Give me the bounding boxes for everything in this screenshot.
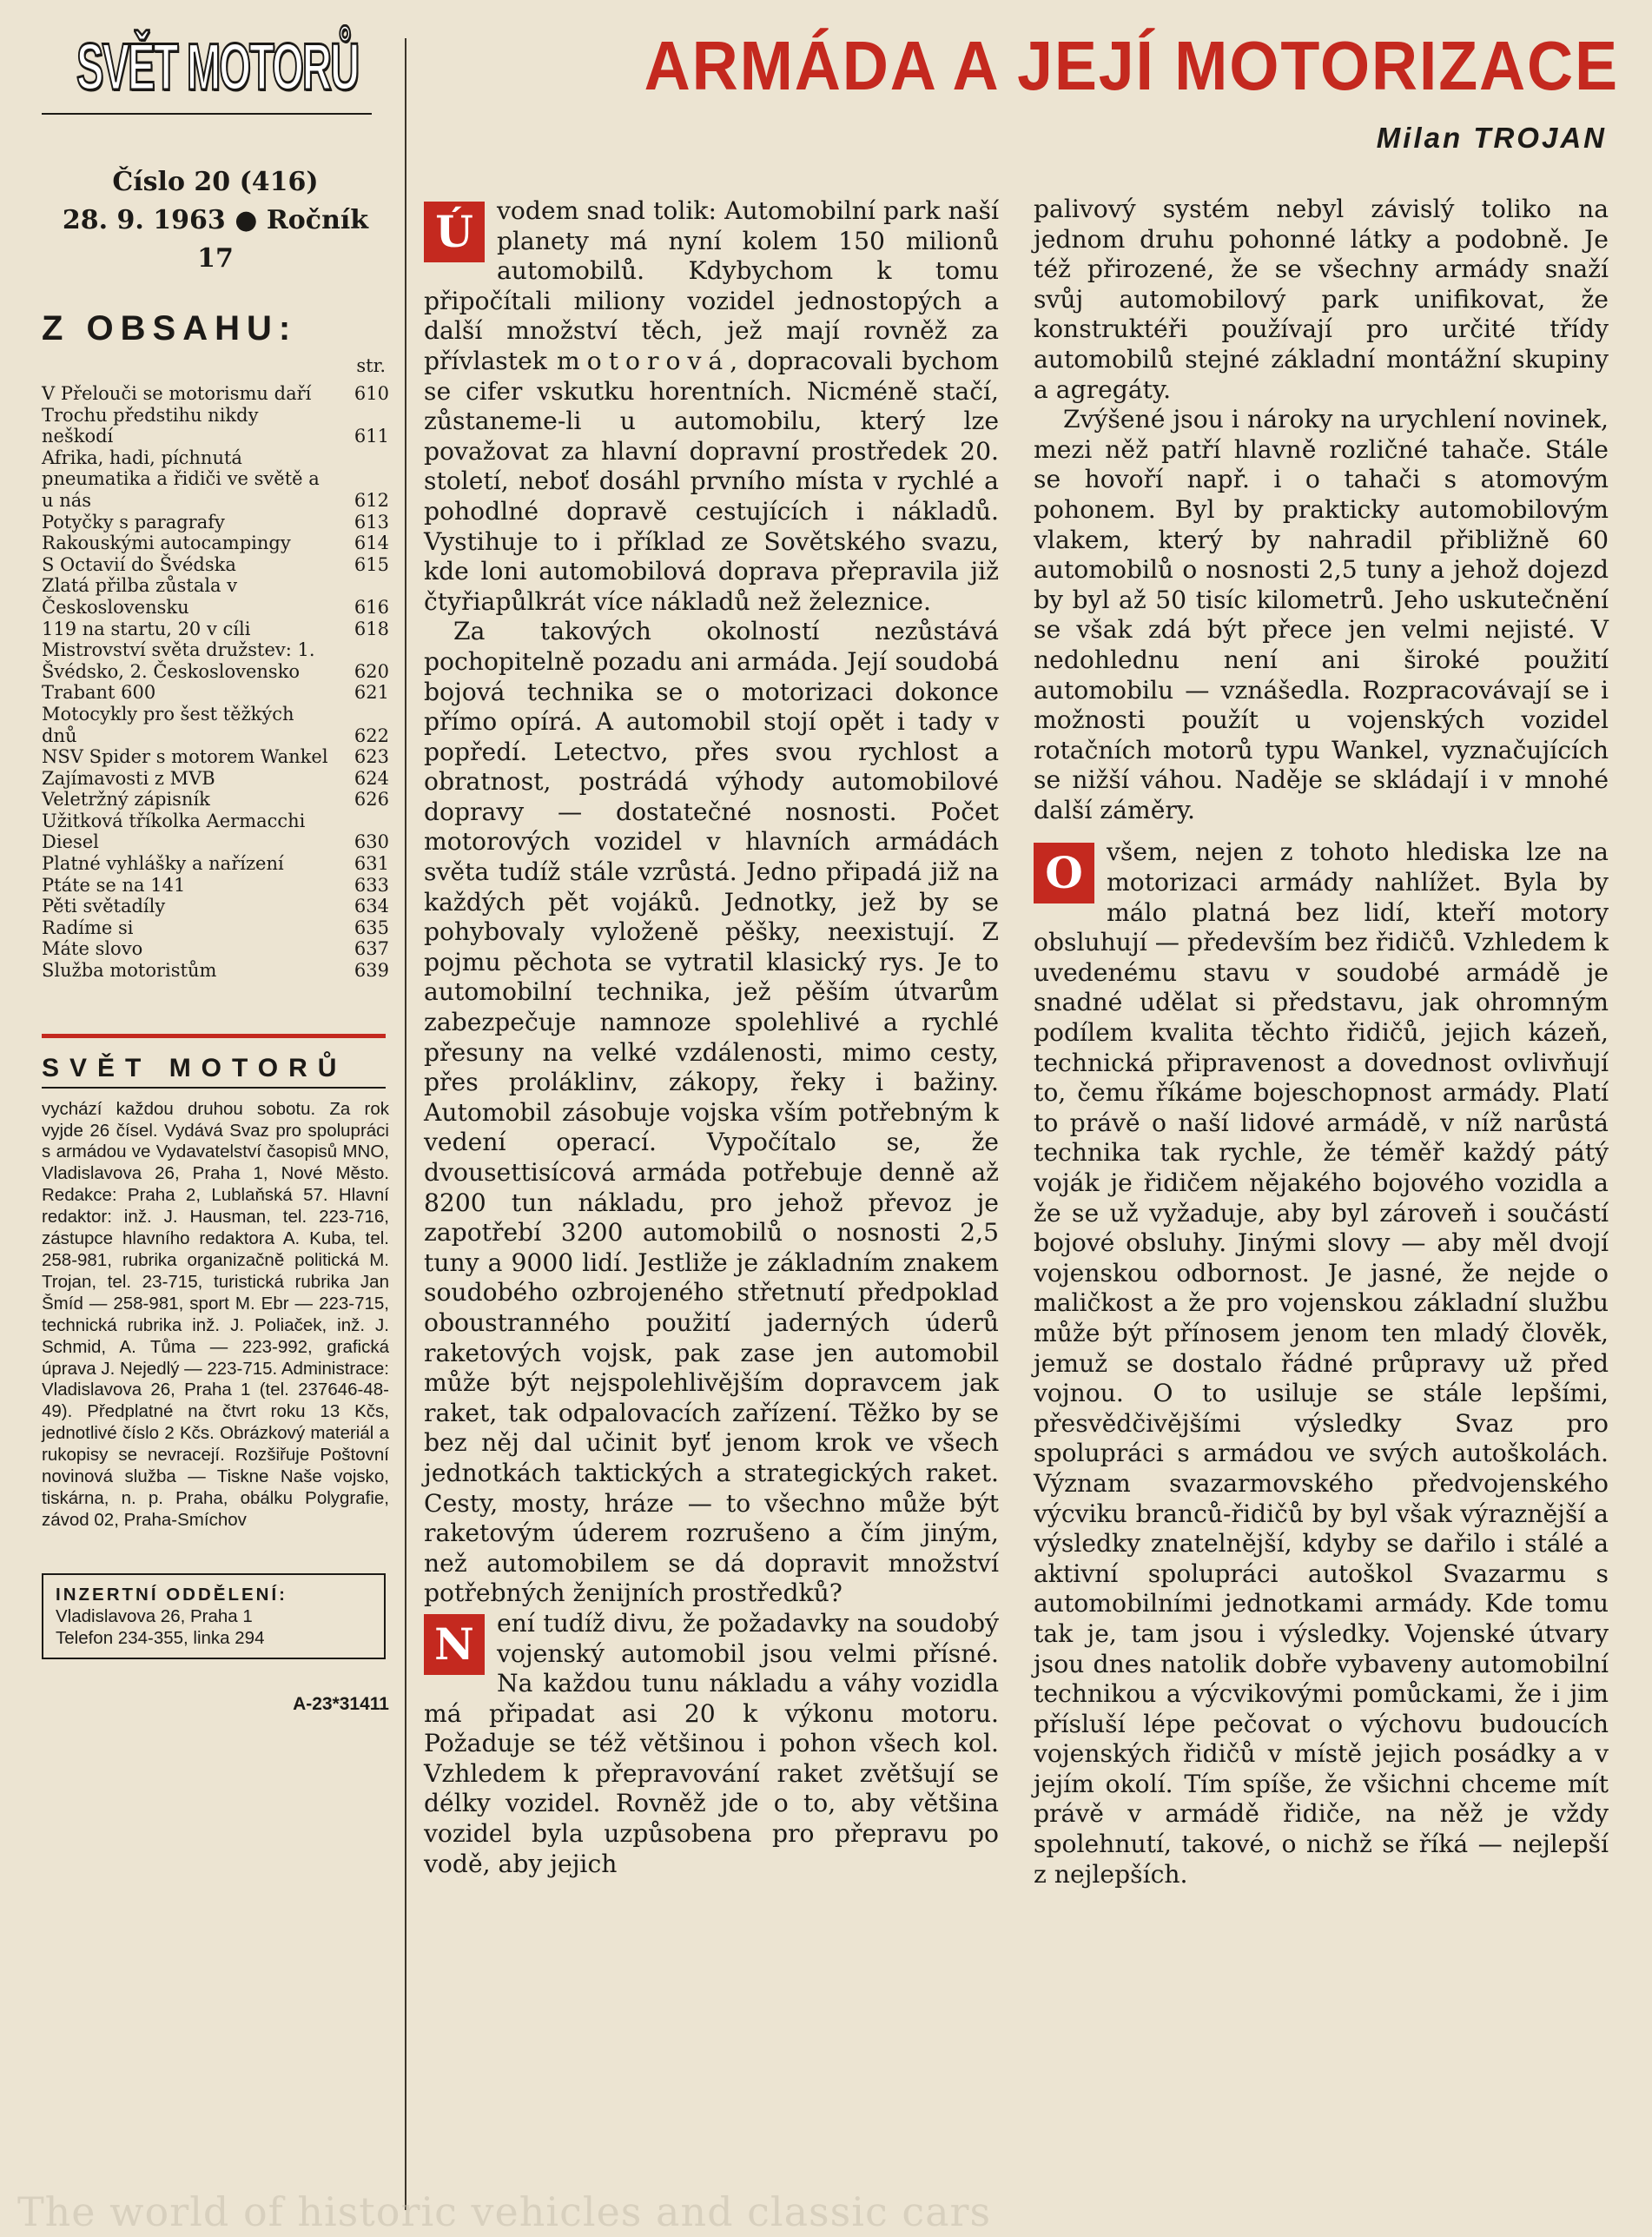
print-code: A-23*31411 — [293, 1693, 389, 1714]
toc-entry-title: Trochu předstihu nikdy neškodí — [42, 404, 259, 447]
toc-entry-page: 613 — [354, 511, 389, 533]
spaced-word: motorová — [557, 346, 730, 375]
drop-cap: N — [424, 1614, 485, 1675]
toc-entry — [42, 554, 389, 576]
watermark: The world of historic vehicles and classic cars — [17, 2188, 992, 2235]
advertising-phone: Telefon 234-355, linka 294 — [56, 1627, 265, 1648]
article-paragraph: Zvýšené jsou i nároky na urychlení novinek, mezi něž patří hlavně rozličné tahače. Stále se hovoří např. i o tahači s atomovým pohonem. Byl by prakticky automobilovým vlakem, který by nahradil přibližně 60 automobilů o nosnosti 2,5 tuny a jehož dojezd by byl až 50 tisíc kilometrů. Jeho uskutečnění se však zdá být přece jen velmi nejisté. V nedohlednu není ani široké použití automobilu — vznášedla. Rozpracovávají se i možnosti použít u vojenských vozidel rotačních motorů typu Wankel, vyznačujících se nižší váhou. Naděje se skládají i v mnohé další záměry. — [1034, 405, 1609, 824]
issue-date: 28. 9. 1963 ● Ročník 17 — [62, 205, 369, 274]
toc-entry — [42, 575, 389, 618]
imprint-title: SVĚT MOTORŮ — [42, 1053, 347, 1082]
toc-entry-title: Ptáte se na 141 — [42, 874, 186, 896]
toc-entry-title: Radíme si — [42, 917, 134, 938]
toc-entry — [42, 447, 389, 512]
red-divider — [42, 1034, 386, 1038]
table-of-contents — [42, 383, 389, 982]
article-paragraph: palivový systém nebyl závislý toliko na jednom druhu pohonné látky a podobně. Je též přirozené, že se všechny armády snaží svůj automobilový park unifikovat, že konstruktéři používají pro určité třídy automobilů stejné základní montážní skupiny a agregáty. — [1034, 195, 1609, 404]
toc-entry — [42, 875, 389, 897]
toc-entry — [42, 405, 389, 447]
toc-entry — [42, 383, 389, 405]
article-paragraph — [424, 1609, 999, 1879]
toc-entry-page: 637 — [354, 938, 389, 960]
article-paragraph: Za takových okolností nezůstává pochopitelně pozadu ani armáda. Její soudobá bojová technika se o motorizaci dokonce přímo opírá. A automobil stojí opět i tady v popředí. Letectvo, přes svou rychlost a obratnost, postrádá výhody automobilové dopravy — dostatečné nosnosti. Počet motorových vozidel v hlavních armádách světa tudíž stále vzrůstá. Jedno připadá již na každých pět vojáků. Jednotky, jež by se pohybovaly vyloženě pěšky, neexistují. Z pojmu pěchota se vytratil klasický rys. Je to automobilní technika, jež pěším útvarům zabezpečuje namnoze spolehlivé a rychlé přesuny na velké vzdálenosti, mimo cesty, přes proláklinv, zákopy, řeky i bažiny. Automobil zásobuje vojska vším potřebným k vedení operací. Vypočítalo se, že dvousettisícová armáda potřebuje denně až 8200 tun nákladu, pro jehož převoz je zapotřebí 3200 automobilů o nosnosti 2,5 tuny a 9000 lidí. Jestliže je základním znakem soudobého ozbrojeného střetnutí předpoklad oboustranného použití jaderných úderů raketových vojsk, pak zase jen automobil může být nejspolehlivějším dopravcem jak raket, tak odpalovacích zařízení. Těžko by se bez něj dal učinit byť jenom krok ve všech jednotkách taktických a strategických raket. Cesty, mosty, hráze — to všechno může být raketovým úderem rozrušeno a čím jiným, než automobilem se dá dopravit množství potřebných ženijních prostředků? — [424, 617, 999, 1608]
paragraph-text: všem, nejen z tohoto hlediska lze na motorizaci armády nahlížet. Byla by málo platná bez lidí, kteří motory obsluhují — především bez řidičů. Vzhledem k uvedenému stavu v soudobé armádě je snadné udělat si představu, jak ohromným podílem kvalita těchto řidičů, jejich kázeň, technická připravenost a dovednost ovlivňují to, čemu říkáme bojeschopnost armády. Platí to právě o naší lidové armádě, v níž narůstá technika tak rychle, že téměř každý pátý voják je řidičem nějakého bojového vozidla a že se už vyžaduje, aby byl zároveň i součástí bojové obsluhy. Jinými slovy — aby měl dvojí vojenskou odbornost. Je jasné, že nejde o maličkost a že pro vojenskou základní službu může být přínosem jenom ten mladý člověk, jemuž se dostalo řádné průpravy už před vojnou. O to usiluje se stále lepšími, přesvědčivějšími výsledky Svaz pro spolupráci s armádou ve svých autoškolách. Význam svazarmovského předvojenského výcviku branců-řidičů by byl však výraznější a výsledky znatelnější, kdyby se dařilo i stálé a aktivní spolupráci autoškol Svazarmu s automobilními jednotkami armády. Kde tomu tak je, tam jsou i výsledky. Vojenské útvary jsou dnes natolik dobře vybaveny automobilní technikou a výcvikovými pomůckami, že i jim přísluší lépe pečovat o výchovu budoucích vojenských řidičů v místě jejich posádky a v jejím okolí. Tím spíše, že všichni chceme mít právě v armádě řidiče, na něž je vždy spolehnutí, takové, o nichž se říká — nejlepší z nejlepších. — [1034, 837, 1609, 1889]
toc-entry-title: Užitková tříkolka Aermacchi Diesel — [42, 810, 306, 853]
toc-entry-page: 623 — [354, 746, 389, 768]
page-column-label: str. — [356, 355, 386, 376]
toc-entry-page: 631 — [354, 853, 389, 875]
article-paragraph — [1034, 837, 1609, 1890]
toc-entry-page: 622 — [354, 725, 389, 746]
toc-entry-title: Trabant 600 — [42, 682, 156, 704]
drop-cap: O — [1034, 843, 1094, 903]
paragraph-text: ení tudíž divu, že požadavky na soudobý vojenský automobil jsou velmi přísné. Na každou tunu nákladu a váhy vozidla má připadat asi 20 k výkonu motoru. Požaduje se též většinou i pohon všech kol. Vzhledem k přepravování raket zvětšují se délky vozidel. Rovněž jde o to, aby většina vozidel byla uzpůsobena pro přepravu po vodě, aby jejich — [424, 1608, 999, 1878]
article-paragraph — [424, 196, 999, 617]
toc-entry — [42, 853, 389, 875]
toc-entry-title: Pěti světadíly — [42, 896, 166, 917]
paragraph-text: vodem snad tolik: Automobilní park naší planety má nyní kolem 150 milionů automobilů. Kdybychom k tomu připočítali miliony vozidel jednostopých a další množství těch, jež mají rovněž za přívlastek — [424, 196, 999, 375]
contents-title: Z OBSAHU: — [42, 309, 298, 347]
author-first-name: Milan — [1376, 122, 1464, 154]
toc-entry — [42, 789, 389, 811]
toc-entry-page: 611 — [354, 426, 389, 447]
toc-entry — [42, 682, 389, 704]
toc-entry — [42, 896, 389, 917]
toc-entry-title: Služba motoristům — [42, 960, 217, 982]
toc-entry-page: 635 — [354, 917, 389, 938]
toc-entry-title: NSV Spider s motorem Wankel — [42, 746, 328, 768]
issue-number: Číslo 20 (416) — [112, 167, 319, 197]
toc-entry — [42, 938, 389, 960]
sidebar — [42, 30, 389, 1715]
toc-entry-page: 614 — [354, 533, 389, 554]
article-column-right — [1034, 195, 1609, 1890]
imprint-divider — [42, 1087, 386, 1089]
imprint-text — [42, 1099, 389, 1532]
toc-entry-title: Platné vyhlášky a nařízení — [42, 853, 284, 875]
toc-entry — [42, 960, 389, 982]
toc-entry-title: Afrika, hadi, píchnutá pneumatika a řidiči ve světě a u nás — [42, 447, 320, 511]
toc-entry-page: 626 — [354, 789, 389, 811]
issue-info — [42, 163, 389, 278]
article-column-left — [424, 196, 999, 1879]
toc-entry-page: 633 — [354, 874, 389, 896]
logo-divider — [42, 113, 372, 115]
toc-entry-title: Motocykly pro šest těžkých dnů — [42, 703, 294, 746]
toc-entry — [42, 639, 389, 682]
toc-entry-title: Zlatá přilba zůstala v Československu — [42, 575, 238, 618]
advertising-title: INZERTNÍ ODDĚLENÍ: — [56, 1584, 287, 1605]
toc-entry — [42, 512, 389, 533]
imprint-paragraph: vychází každou druhou sobotu. Za rok vyjde 26 čísel. Vydává Svaz pro spolupráci s armádou ve Vydavatelství časopisů MNO, Vladislavova 26, Praha 1, Nové Město. Redakce: Praha 2, Lublaňská 57. Hlavní redaktor: inž. J. Hausman, tel. 223-716, zástupce hlavního redaktora A. Kuba, tel. 258-981, rubrika organizačně politická M. Trojan, tel. 23-715, turistická rubrika Jan Šmíd — 258-981, sport M. Ebr — 223-715, technická rubrika inž. J. Poliaček, inž. J. Schmid, A. Tůma — 223-992, grafická úprava J. Nejedlý — 223-715. Administrace: Vladislavova 26, Praha 1 (tel. 237646-48-49). Předplatné na čtvrt roku 13 Kčs, jednotlivé číslo 2 Kčs. Obrázkový materiál a rukopisy se nevracejí. Rozšiřuje Poštovní novinová služba — Tiskne Naše vojsko, tiskárna, n. p. Praha, obálku Polygrafie, závod 02, Praha-Smíchov — [42, 1098, 389, 1530]
toc-entry-page: 624 — [354, 767, 389, 789]
toc-entry-page: 630 — [354, 831, 389, 853]
toc-entry-page: 621 — [354, 682, 389, 704]
toc-entry-title: Máte slovo — [42, 938, 143, 960]
toc-entry-page: 616 — [354, 596, 389, 618]
advertising-box — [42, 1573, 386, 1659]
toc-entry-title: Mistrovství světa družstev: 1. Švédsko, 2. Československo — [42, 639, 315, 682]
toc-entry-title: V Přelouči se motorismu daří — [42, 383, 312, 404]
article-byline — [1377, 122, 1607, 155]
toc-entry-page: 610 — [354, 383, 389, 404]
column-divider — [405, 38, 406, 2210]
toc-entry-page: 615 — [354, 553, 389, 575]
toc-entry-page: 618 — [354, 618, 389, 639]
toc-entry-page: 620 — [354, 660, 389, 682]
toc-entry — [42, 704, 389, 746]
toc-entry — [42, 746, 389, 768]
toc-entry-title: Rakouskými autocampingy — [42, 533, 291, 554]
toc-entry — [42, 811, 389, 853]
toc-entry — [42, 917, 389, 939]
toc-entry-title: 119 na startu, 20 v cíli — [42, 618, 251, 639]
toc-entry — [42, 619, 389, 640]
toc-entry-title: Veletržný zápisník — [42, 789, 210, 811]
toc-entry — [42, 533, 389, 554]
article-headline: ARMÁDA A JEJÍ MOTORIZACE — [644, 27, 1619, 104]
toc-entry-page: 639 — [354, 960, 389, 982]
toc-entry-title: Potyčky s paragrafy — [42, 511, 225, 533]
advertising-address: Vladislavova 26, Praha 1 — [56, 1605, 253, 1626]
magazine-logo: SVĚT MOTORŮ — [76, 30, 359, 104]
author-last-name: TROJAN — [1473, 122, 1607, 154]
toc-entry-page: 612 — [354, 489, 389, 511]
toc-entry — [42, 768, 389, 790]
paragraph-text: , dopracovali bychom se cifer vskutku horentních. Nicméně stačí, zůstaneme-li u automobilu, který lze považovat za hlavní dopravní prostředek 20. století, neboť dosáhl prvního místa v rychlé a pohodlné dopravě cestujících i nákladů. Vystihuje to i příklad ze Sovětského svazu, kde loni automobilová doprava přepravila již čtyřiapůlkrát více nákladů než železnice. — [424, 346, 1000, 616]
drop-cap: Ú — [424, 202, 485, 262]
toc-entry-title: S Octavií do Švédska — [42, 553, 236, 575]
toc-entry-page: 634 — [354, 896, 389, 917]
toc-entry-title: Zajímavosti z MVB — [42, 767, 215, 789]
